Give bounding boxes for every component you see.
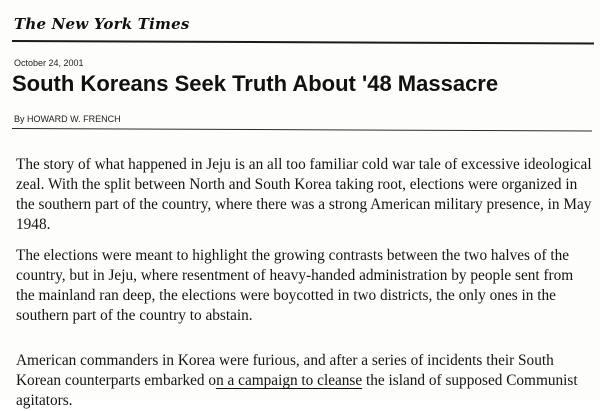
article-byline: By HOWARD W. FRENCH	[14, 114, 121, 124]
article-headline: South Koreans Seek Truth About '48 Massacre	[12, 71, 499, 96]
paragraph-3-text-after: the island of supposed Communist agitators.	[16, 372, 578, 409]
byline-rule	[12, 128, 592, 132]
newspaper-masthead: The New York Times	[14, 15, 190, 33]
paragraph-3-text-before: American commanders in Korea were furious, and after a series of incidents their South Korean counterparts embarked o	[16, 352, 554, 389]
article-date: October 24, 2001	[14, 58, 84, 68]
masthead-rule	[12, 40, 594, 45]
article-paragraph-3	[16, 351, 592, 411]
article-paragraph-1: The story of what happened in Jeju is an all too familiar cold war tale of excessive ideological zeal. With the split between North and South Korea taking root, elections were organized in the southern part of the country, where there was a strong American military presence, in May 1948.	[16, 156, 592, 233]
article-paragraph-2: The elections were meant to highlight the growing contrasts between the two halves of the country, but in Jeju, where resentment of heavy-handed administration by people sent from the mainland ran deep, the elections were boycotted in two districts, the only ones in the southern part of the country to abstain.	[16, 247, 574, 324]
underlined-phrase: n a campaign to cleanse	[216, 372, 363, 389]
